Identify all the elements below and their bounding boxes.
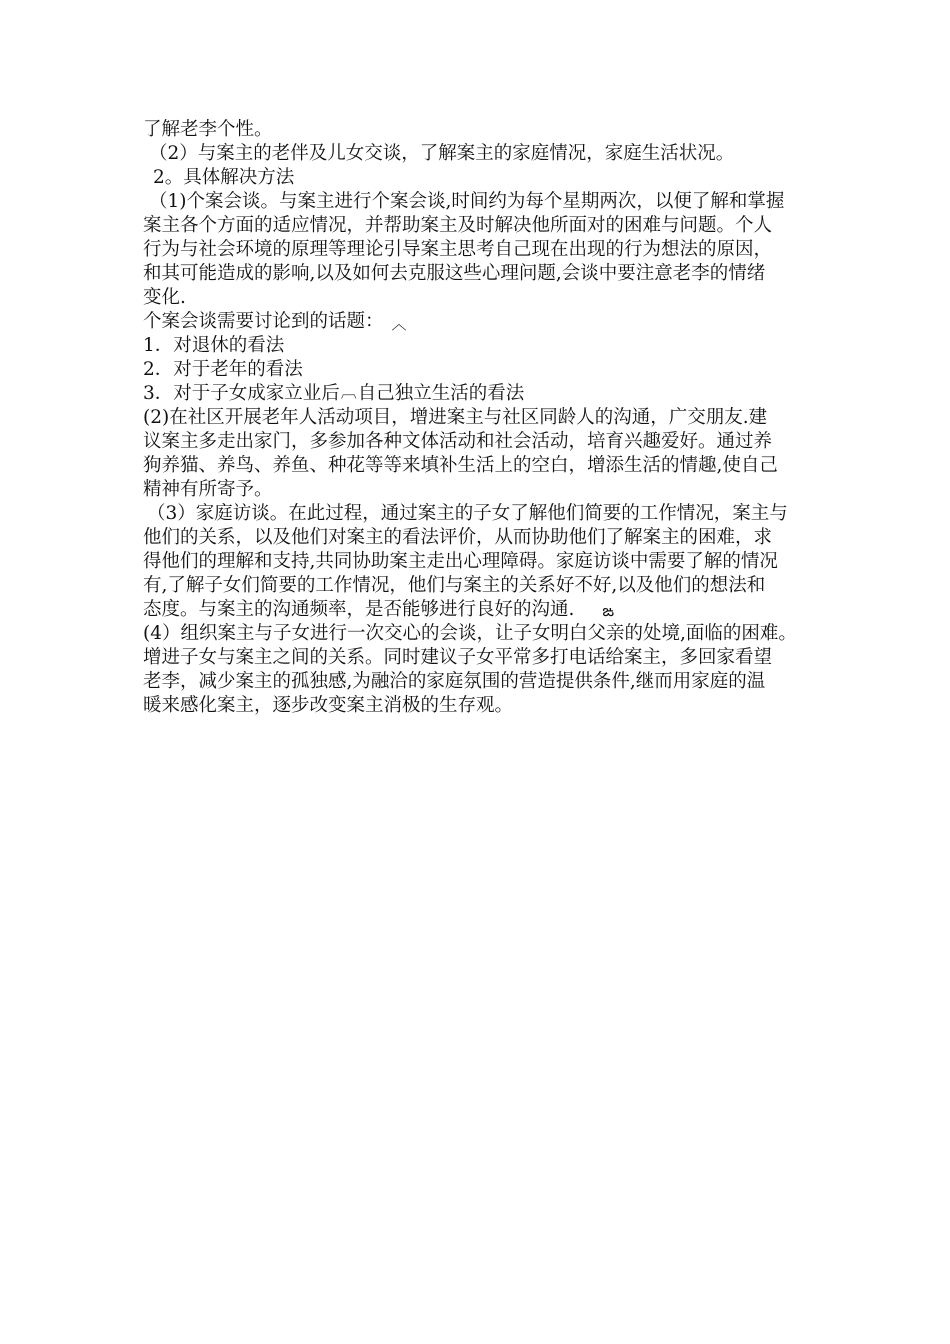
text-line: 有,了解子女们简要的工作情况，他们与案主的关系好不好,以及他们的想法和 xyxy=(143,575,766,596)
text-line: 他们的关系，以及他们对案主的看法评价，从而协助他们了解案主的困难，求 xyxy=(143,527,773,548)
text-line: 态度。与案主的沟通频率，是否能够进行良好的沟通. xyxy=(143,599,575,620)
list-item: 2．对于老年的看法 xyxy=(143,359,303,380)
text-line: 老李，减少案主的孤独感,为融洽的家庭氛围的营造提供条件,继而用家庭的温 xyxy=(143,671,766,692)
caret-mark-icon: ︿ xyxy=(391,315,407,333)
text-line: (2)在社区开展老年人活动项目，增进案主与社区同龄人的沟通，广交朋友.建 xyxy=(143,407,768,428)
text-line: 暖来感化案主，逐步改变案主消极的生存观。 xyxy=(143,695,514,716)
topics-heading: 个案会谈需要讨论到的话题： xyxy=(143,311,384,332)
text-line: 变化. xyxy=(143,287,186,308)
section-heading: 2。具体解决方法 xyxy=(153,167,295,188)
swirl-mark-icon: ఙ xyxy=(602,601,615,620)
list-item xyxy=(143,382,823,406)
topics-heading-line xyxy=(143,310,823,334)
list-item-text-end: 自己独立生活的看法 xyxy=(357,383,525,404)
text-line: （1)个案会谈。与案主进行个案会谈,时间约为每个星期两次，以便了解和掌握 xyxy=(149,191,785,212)
list-item: 1．对退休的看法 xyxy=(143,335,285,356)
text-line: (4）组织案主与子女进行一次交心的会谈，让子女明白父亲的处境,面临的困难。 xyxy=(143,623,797,644)
text-line: （3）家庭访谈。在此过程，通过案主的子女了解他们简要的工作情况，案主与 xyxy=(147,503,788,524)
text-line: 精神有所寄予。 xyxy=(143,479,273,500)
text-line: 案主各个方面的适应情况，并帮助案主及时解决他所面对的困难与问题。个人 xyxy=(143,215,773,236)
text-line: 狗养猫、养鸟、养鱼、种花等等来填补生活上的空白，增添生活的情趣,使自己 xyxy=(143,455,778,476)
text-line: 了解老李个性。 xyxy=(143,119,273,140)
text-line: 得他们的理解和支持,共同协助案主走出心理障碍。家庭访谈中需要了解的情况 xyxy=(143,551,778,572)
text-line: 和其可能造成的影响,以及如何去克服这些心理问题,会谈中要注意老李的情绪 xyxy=(143,263,766,284)
text-line: 行为与社会环境的原理等理论引导案主思考自己现在出现的行为想法的原因， xyxy=(143,239,773,260)
text-line: 议案主多走出家门，多参加各种文体活动和社会活动，培育兴趣爱好。通过养 xyxy=(143,431,773,452)
list-item-text-start: 3．对于子女成家立业后 xyxy=(143,383,340,404)
text-line: 增进子女与案主之间的关系。同时建议子女平常多打电话给案主，多回家看望 xyxy=(143,647,773,668)
text-line: （2）与案主的老伴及儿女交谈，了解案主的家庭情况，家庭生活状况。 xyxy=(149,143,735,164)
text-line-with-mark xyxy=(143,598,823,622)
document-page xyxy=(143,118,823,718)
bracket-mark-icon: ︹ xyxy=(340,382,357,401)
